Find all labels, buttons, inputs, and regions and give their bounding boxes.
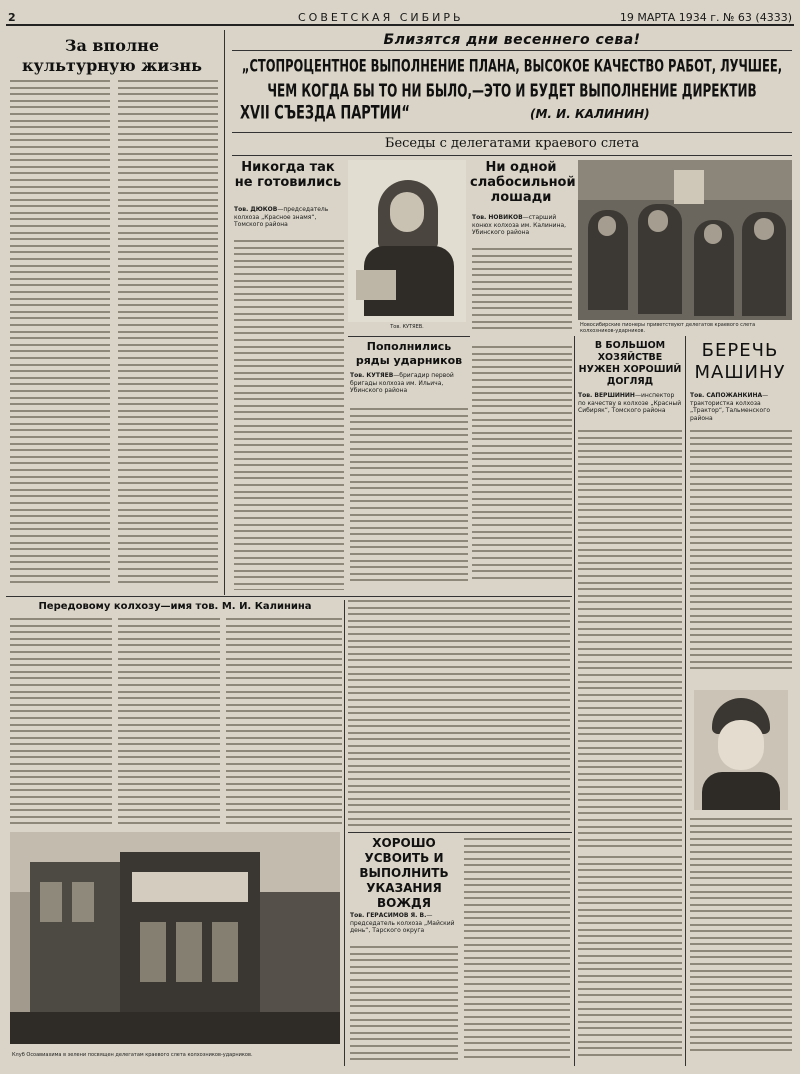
art-horse-title: Ни одной слабосильной лошади [470, 160, 576, 205]
art-machine-title: БЕРЕЧЬ МАШИНУ [694, 340, 786, 383]
column-rule-bottom [344, 600, 345, 1066]
banner-headline-3: XVII СЪЕЗДА ПАРТИИ“ [240, 103, 410, 124]
art-horse-body [472, 248, 572, 336]
paper-title: СОВЕТСКАЯ СИБИРЬ [298, 11, 464, 24]
art-kalinin-body-col1 [10, 618, 112, 828]
left-article-body-col2 [118, 80, 218, 585]
photo-sapozhankina [694, 690, 788, 810]
art-big-farm-byline-rest: —инспектор по качеству в колхозе „Красный Сибиряк“, Томского района [578, 392, 682, 414]
left-article-title: За вполне культурную жизнь [21, 36, 202, 75]
art-machine-body [690, 430, 792, 680]
art-assimilate-title: ХОРОШО УСВОИТЬ И ВЫПОЛНИТЬ УКАЗАНИЯ ВОЖДЯ [359, 836, 449, 910]
art-kalinin-body-col2 [118, 618, 220, 828]
photo-kutyev [348, 160, 466, 322]
art-assimilate-byline-name: Тов. ГЕРАСИМОВ Я. В. [350, 912, 427, 919]
art-assimilate-body-col1 [350, 946, 458, 1066]
section-rule-top [232, 132, 792, 133]
art-assimilate-byline-rest: —председатель колхоза „Майский день“, Тарского округа [350, 912, 455, 934]
art-kalinin-title: Передовому колхозу—имя тов. М. И. Калинина [38, 601, 312, 612]
art-ranks-byline-name: Тов. КУТЯЕВ [350, 372, 394, 379]
art-machine-byline-name: Тов. САПОЖАНКИНА [690, 392, 763, 399]
masthead [6, 10, 794, 26]
art-assimilate-byline [350, 912, 458, 935]
art-kalinin-body-col3 [226, 618, 342, 828]
art-ranks-body [350, 408, 468, 588]
art-never-body [234, 240, 344, 590]
column-rule-right [685, 336, 686, 1066]
column-rule-mid [574, 336, 575, 1066]
art-ranks-byline [350, 372, 468, 395]
section-rule-bottom [232, 155, 792, 156]
art-big-farm-byline-name: Тов. ВЕРШИНИН [578, 392, 635, 399]
art-machine-byline [690, 392, 792, 422]
photo-club [10, 832, 340, 1044]
photo-pioneers-caption: Новосибирские пионеры приветствуют делегатов краевого слета колхозников-ударников. [580, 322, 756, 334]
art-machine-byline-rest: —трактористка колхоза „Трактор“, Тальменского района [690, 392, 771, 422]
art-ranks-title: Пополнились ряды ударников [355, 340, 463, 367]
art-assimilate-body-col2 [464, 838, 570, 1066]
art-big-farm-body [578, 430, 682, 850]
art-machine-body-2 [690, 818, 792, 1058]
photo-kutyev-caption: Тов. КУТЯЕВ. [390, 324, 424, 330]
banner-rule [232, 50, 792, 51]
banner-attribution: (М. И. КАЛИНИН) [530, 107, 650, 121]
art-horse-byline-name: Тов. НОВИКОВ [472, 214, 523, 221]
banner-headline-3-row [240, 103, 790, 129]
banner-headline-1: „СТОПРОЦЕНТНОЕ ВЫПОЛНЕНИЕ ПЛАНА, ВЫСОКОЕ КАЧЕСТВО РАБОТ, ЛУЧШЕЕ, [241, 55, 783, 76]
art-ranks-byline-rest: —бригадир первой бригады колхоза им. Ильича, Убинского района [350, 372, 454, 394]
art-horse-byline-rest: —старший конюх колхоза им. Калинина, Убинского района [472, 214, 567, 236]
photo-pioneers [578, 160, 792, 320]
left-article-body-col1 [10, 80, 110, 585]
ranks-rule [348, 336, 470, 337]
art-big-farm-byline [578, 392, 682, 415]
art-big-farm-title: В БОЛЬШОМ ХОЗЯЙСТВЕ НУЖЕН ХОРОШИЙ ДОГЛЯД [578, 340, 682, 387]
art-never-title: Никогда так не готовились [234, 160, 342, 190]
art-kalinin-body-col4 [348, 600, 570, 830]
art-never-byline-rest: —председатель колхоза „Красное знамя“, Томского района [234, 206, 329, 228]
photo-club-caption: Клуб Осоавиахима в зелени посвящен делегатам краевого слета колхозников-ударников. [12, 1052, 253, 1058]
page-number: 2 [8, 11, 16, 24]
banner-headline-2: ЧЕМ КОГДА БЫ ТО НИ БЫЛО,—ЭТО И БУДЕТ ВЫПОЛНЕНИЕ ДИРЕКТИВ [267, 80, 757, 101]
art-horse-body-2 [472, 346, 572, 588]
issue-date: 19 МАРТА 1934 г. № 63 (4333) [619, 11, 792, 24]
art-big-farm-body-2 [578, 856, 682, 1066]
banner-kicker: Близятся дни весеннего сева! [383, 32, 641, 48]
column-rule [224, 30, 225, 595]
bottom-rule [6, 596, 572, 597]
section-title: Беседы с делегатами краевого слета [384, 136, 640, 151]
art-horse-byline [472, 214, 572, 237]
assimilate-rule [348, 832, 572, 833]
art-never-byline-name: Тов. ДЮКОВ [234, 206, 278, 213]
art-never-byline [234, 206, 344, 229]
